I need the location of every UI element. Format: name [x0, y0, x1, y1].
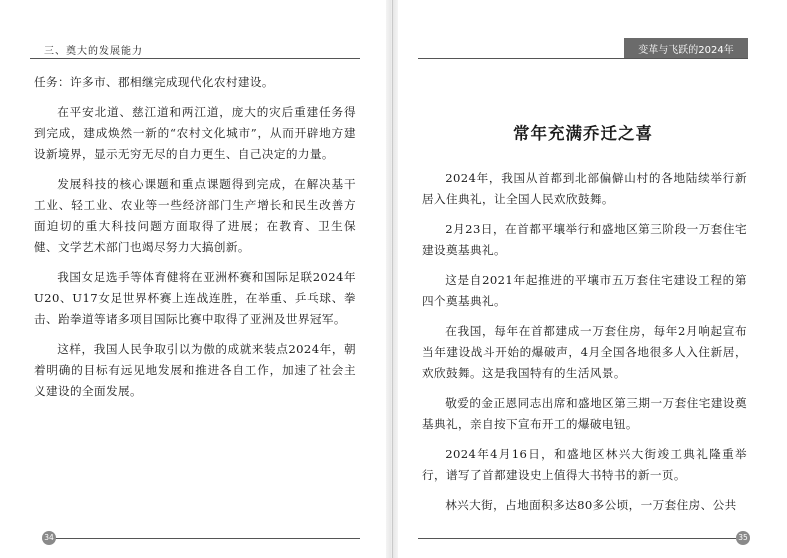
right-paragraph-4: 在我国，每年在首都建成一万套住房，每年2月响起宣布当年建设战斗开始的爆破声，4月全国各地很多人入住新居，欢欣鼓舞。这是我国特有的生活风景。 — [422, 324, 747, 380]
left-footer-rule — [52, 538, 360, 539]
right-paragraph-2: 2月23日，在首都平壤举行和盛地区第三阶段一万套住宅建设奠基典礼。 — [422, 222, 747, 257]
left-paragraph-1: 任务：许多市、郡相继完成现代化农村建设。 — [34, 75, 274, 89]
right-header-tab — [624, 38, 748, 58]
right-running-header — [418, 38, 748, 59]
left-running-header — [30, 38, 360, 59]
book-gutter — [386, 0, 398, 558]
right-page-number: 35 — [736, 531, 750, 545]
right-body-text — [422, 168, 747, 525]
right-paragraph-5: 敬爱的金正恩同志出席和盛地区第三期一万套住宅建设奠基典礼，亲自按下宣布开工的爆破电钮。 — [422, 396, 747, 431]
gutter-seam — [392, 0, 393, 558]
left-paragraph-2: 在平安北道、慈江道和两江道，庞大的灾后重建任务得到完成，建成焕然一新的“农村文化城市”，从而开辟地方建设新境界，显示无穷无尽的自力更生、自己决定的力量。 — [34, 105, 356, 161]
right-footer-rule — [418, 538, 736, 539]
left-header-tab — [30, 38, 200, 58]
left-page-number: 34 — [42, 531, 56, 545]
left-paragraph-3: 发展科技的核心课题和重点课题得到完成，在解决基干工业、轻工业、农业等一些经济部门生产增长和民生改善方面迫切的重大科技问题方面取得了进展；在教育、卫生保健、文学艺术部门也竭尽努力大搞创新。 — [34, 177, 356, 254]
left-page — [0, 0, 386, 558]
left-paragraph-4: 我国女足选手等体育健将在亚洲杯赛和国际足联2024年U20、U17女足世界杯赛上连战连胜，在举重、乒乓球、拳击、跆拳道等诸多项目国际比赛中取得了亚洲及世界冠军。 — [34, 270, 356, 326]
left-paragraph-5: 这样，我国人民争取引以为傲的成就来装点2024年，朝着明确的目标有远见地发展和推进各自工作，加速了社会主义建设的全面发展。 — [34, 342, 356, 398]
right-page — [398, 0, 787, 558]
right-paragraph-6: 2024年4月16日，和盛地区林兴大街竣工典礼隆重举行，谱写了首都建设史上值得大书特书的新一页。 — [422, 447, 747, 482]
right-paragraph-7: 林兴大街，占地面积多达80多公顷，一万套住房、公共 — [445, 498, 737, 512]
article-title: 常年充满乔迁之喜 — [513, 124, 653, 143]
left-header-text: 三、奠大的发展能力 — [44, 46, 143, 57]
right-paragraph-3: 这是自2021年起推进的平壤市五万套住宅建设工程的第四个奠基典礼。 — [422, 273, 747, 308]
right-header-text: 变革与飞跃的2024年 — [638, 45, 734, 56]
left-body-text — [34, 72, 356, 411]
right-paragraph-1: 2024年，我国从首都到北部偏僻山村的各地陆续举行新居入住典礼，让全国人民欢欣鼓舞。 — [422, 171, 747, 206]
